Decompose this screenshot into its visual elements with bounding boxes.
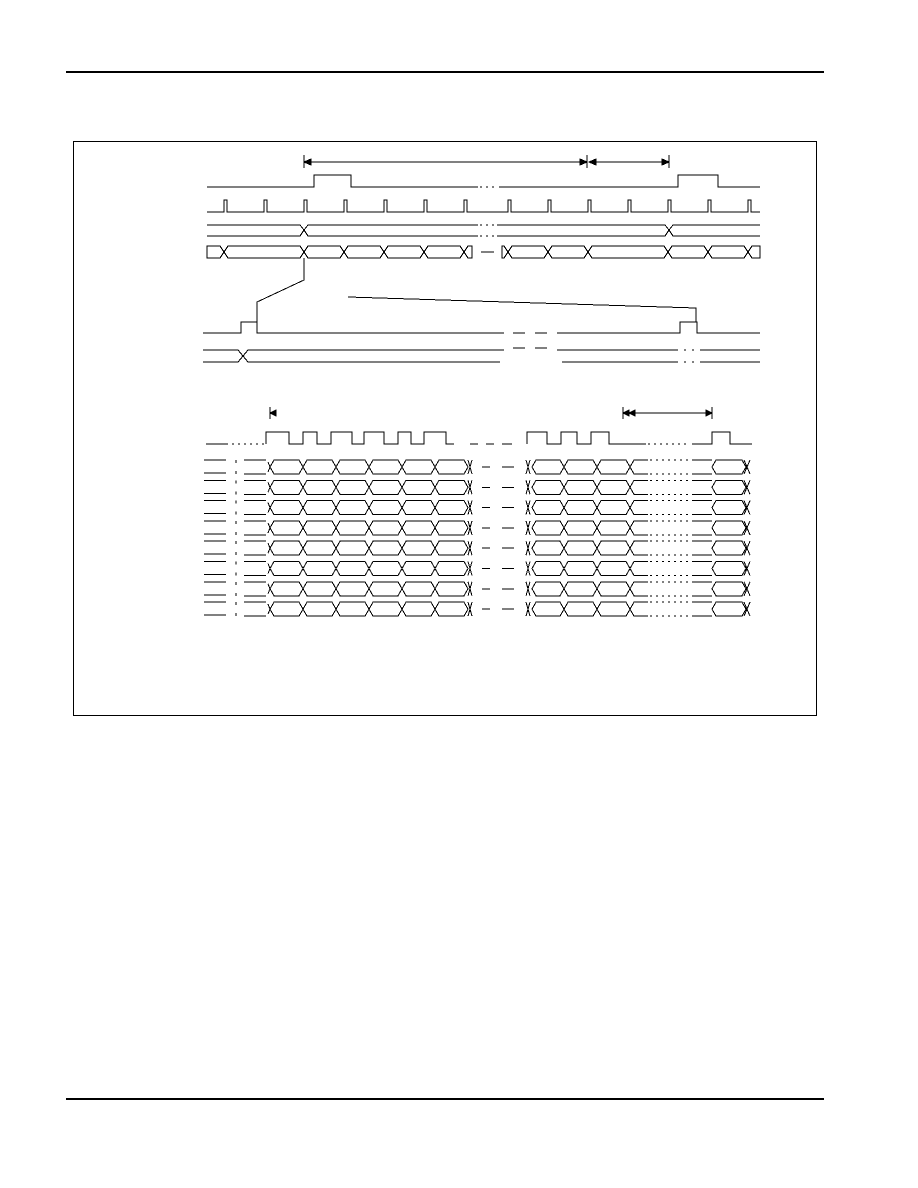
data-line-tail bbox=[630, 460, 648, 474]
data-line-cell bbox=[402, 480, 435, 494]
data-line-cell bbox=[303, 480, 336, 494]
data-line-cell bbox=[336, 541, 369, 555]
select-gap bbox=[480, 225, 496, 236]
data-line-cell bbox=[597, 521, 630, 535]
data-line-edge bbox=[268, 543, 270, 553]
data-line-cell bbox=[369, 460, 402, 474]
data-line-cross bbox=[744, 521, 750, 535]
data-line-gap bbox=[650, 562, 690, 576]
data-line-post bbox=[692, 521, 712, 535]
data-line-pre bbox=[244, 602, 266, 616]
data-line-cell bbox=[336, 521, 369, 535]
data-line-cell bbox=[564, 521, 597, 535]
select-signal bbox=[207, 225, 760, 236]
data-line-cross bbox=[744, 501, 750, 515]
data-line-cross bbox=[468, 480, 472, 494]
data-line-cross bbox=[468, 501, 472, 515]
data-line-cell bbox=[564, 562, 597, 576]
data-line-post bbox=[692, 460, 712, 474]
data-line-cell bbox=[303, 582, 336, 596]
data-line-cross bbox=[744, 541, 750, 555]
data-line-cell bbox=[402, 501, 435, 515]
data-bus-cell bbox=[224, 246, 304, 258]
data-line-lead bbox=[204, 501, 226, 514]
data-line-cross bbox=[526, 582, 530, 596]
data-line-cell bbox=[564, 541, 597, 555]
data-line-cell bbox=[532, 521, 564, 535]
data-line-post bbox=[692, 480, 712, 494]
data-line-cell bbox=[270, 501, 303, 515]
zoom-indicator-right bbox=[348, 297, 696, 322]
data-line-edge bbox=[268, 564, 270, 574]
data-line-cross bbox=[468, 602, 472, 616]
data-line-tail bbox=[630, 582, 648, 596]
data-line-cell bbox=[303, 541, 336, 555]
expanded-data-signal bbox=[203, 350, 760, 362]
data-line-cell bbox=[369, 602, 402, 616]
data-bus-cell bbox=[708, 246, 748, 258]
data-line-cross bbox=[526, 460, 530, 474]
data-line-cell bbox=[402, 582, 435, 596]
data-lines bbox=[204, 460, 750, 616]
data-line-cell bbox=[564, 460, 597, 474]
data-line-cell bbox=[597, 460, 630, 474]
data-line-lead bbox=[204, 582, 226, 595]
data-line-cell bbox=[369, 480, 402, 494]
data-line-pre bbox=[244, 541, 266, 555]
data-line-cell bbox=[270, 460, 303, 474]
data-bus-cell bbox=[502, 246, 508, 258]
data-line-cross bbox=[744, 602, 750, 616]
data-line-cell bbox=[402, 521, 435, 535]
data-line-post bbox=[692, 541, 712, 555]
data-bus-cell bbox=[207, 246, 224, 258]
data-line-lead bbox=[204, 480, 226, 493]
data-line-5 bbox=[204, 562, 750, 576]
data-line-cell bbox=[369, 582, 402, 596]
data-line-cell bbox=[532, 480, 564, 494]
data-line-cell bbox=[270, 480, 303, 494]
data-line-cell bbox=[435, 541, 468, 555]
data-line-cell bbox=[402, 541, 435, 555]
data-line-gap bbox=[650, 602, 690, 616]
data-bus-cell bbox=[304, 246, 344, 258]
data-line-post bbox=[692, 501, 712, 515]
interval-arrow-3 bbox=[270, 407, 276, 419]
data-line-cell bbox=[303, 460, 336, 474]
data-line-tail bbox=[630, 562, 648, 576]
data-line-cell bbox=[712, 562, 746, 576]
data-line-cell bbox=[712, 501, 746, 515]
data-line-pre bbox=[244, 460, 266, 474]
data-line-edge bbox=[268, 462, 270, 472]
data-line-cell bbox=[597, 541, 630, 555]
data-line-cell bbox=[270, 602, 303, 616]
data-line-cross bbox=[526, 541, 530, 555]
data-line-cell bbox=[532, 460, 564, 474]
data-line-cell bbox=[532, 541, 564, 555]
data-line-cross bbox=[468, 541, 472, 555]
data-line-cell bbox=[435, 562, 468, 576]
data-line-cell bbox=[712, 541, 746, 555]
clock-signal bbox=[207, 200, 760, 212]
data-line-pre bbox=[244, 521, 266, 535]
data-line-cell bbox=[564, 602, 597, 616]
data-line-3 bbox=[204, 521, 750, 535]
data-line-cell bbox=[369, 562, 402, 576]
data-line-cross bbox=[468, 582, 472, 596]
data-bus-cell bbox=[464, 246, 472, 258]
data-line-cell bbox=[336, 460, 369, 474]
data-line-cell bbox=[435, 582, 468, 596]
clock-pulse-train bbox=[207, 200, 760, 212]
data-line-edge bbox=[268, 482, 270, 492]
data-line-pre bbox=[244, 501, 266, 515]
data-line-gap bbox=[650, 582, 690, 596]
footer-rule bbox=[66, 1098, 824, 1100]
data-line-cell bbox=[303, 501, 336, 515]
data-line-tail bbox=[630, 602, 648, 616]
data-line-cell bbox=[270, 582, 303, 596]
data-line-cell bbox=[303, 562, 336, 576]
data-line-cell bbox=[532, 582, 564, 596]
data-line-edge bbox=[268, 503, 270, 513]
interval-arrow-4 bbox=[623, 407, 712, 419]
data-line-cell bbox=[270, 562, 303, 576]
data-line-cross bbox=[744, 480, 750, 494]
interval-arrow-1 bbox=[304, 155, 587, 168]
data-line-cross bbox=[468, 521, 472, 535]
data-line-cell bbox=[369, 541, 402, 555]
data-line-cell bbox=[435, 480, 468, 494]
data-line-lead bbox=[204, 460, 226, 473]
data-line-cross bbox=[744, 582, 750, 596]
data-line-lead bbox=[204, 562, 226, 575]
data-bus-cell bbox=[424, 246, 464, 258]
data-line-edge bbox=[268, 604, 270, 614]
bit-clock-signal bbox=[206, 432, 752, 444]
data-line-pre bbox=[244, 582, 266, 596]
data-line-cell bbox=[712, 602, 746, 616]
data-line-cell bbox=[532, 501, 564, 515]
data-line-cell bbox=[369, 521, 402, 535]
data-line-cell bbox=[270, 541, 303, 555]
data-line-tail bbox=[630, 541, 648, 555]
data-line-cross bbox=[526, 521, 530, 535]
data-line-cell bbox=[435, 602, 468, 616]
data-line-cross bbox=[526, 501, 530, 515]
data-line-gap bbox=[650, 521, 690, 535]
data-line-7 bbox=[204, 602, 750, 616]
data-line-cell bbox=[270, 521, 303, 535]
data-line-cell bbox=[336, 602, 369, 616]
data-line-cell bbox=[402, 562, 435, 576]
data-line-0 bbox=[204, 460, 750, 474]
data-line-cell bbox=[435, 521, 468, 535]
data-line-cell bbox=[303, 602, 336, 616]
data-line-tail bbox=[630, 501, 648, 515]
data-line-gap bbox=[650, 541, 690, 555]
zoom-indicator-left bbox=[257, 258, 304, 322]
data-line-lead bbox=[204, 541, 226, 554]
data-bus-cell bbox=[548, 246, 588, 258]
data-line-cell bbox=[564, 501, 597, 515]
data-line-6 bbox=[204, 582, 750, 596]
expanded-sync-signal bbox=[203, 322, 760, 333]
data-line-cell bbox=[712, 480, 746, 494]
data-line-lead bbox=[204, 602, 226, 615]
data-line-edge bbox=[268, 584, 270, 594]
data-line-1 bbox=[204, 480, 750, 494]
data-line-cell bbox=[712, 460, 746, 474]
data-line-cross bbox=[744, 562, 750, 576]
data-line-cell bbox=[597, 480, 630, 494]
frame-sync-signal bbox=[207, 175, 760, 187]
data-line-cell bbox=[336, 501, 369, 515]
data-line-cell bbox=[336, 562, 369, 576]
data-line-cell bbox=[435, 460, 468, 474]
data-line-cross bbox=[468, 562, 472, 576]
data-line-cell bbox=[402, 460, 435, 474]
data-line-4 bbox=[204, 541, 750, 555]
data-line-cell bbox=[402, 602, 435, 616]
data-bus-cell bbox=[344, 246, 384, 258]
data-line-cross bbox=[468, 460, 472, 474]
data-line-pre bbox=[244, 562, 266, 576]
data-line-cross bbox=[526, 602, 530, 616]
data-line-pre bbox=[244, 480, 266, 494]
data-line-post bbox=[692, 582, 712, 596]
data-bus-cell bbox=[508, 246, 548, 258]
data-line-cell bbox=[336, 480, 369, 494]
data-line-2 bbox=[204, 501, 750, 515]
data-line-post bbox=[692, 562, 712, 576]
data-line-cell bbox=[369, 501, 402, 515]
data-line-cross bbox=[744, 460, 750, 474]
data-line-tail bbox=[630, 521, 648, 535]
data-line-cell bbox=[597, 562, 630, 576]
data-line-cell bbox=[597, 602, 630, 616]
data-line-edge bbox=[268, 523, 270, 533]
data-line-cell bbox=[712, 521, 746, 535]
data-bus-cell bbox=[588, 246, 668, 258]
data-line-gap bbox=[650, 501, 690, 515]
data-line-cell bbox=[564, 480, 597, 494]
data-line-cell bbox=[336, 582, 369, 596]
interval-arrow-2 bbox=[589, 155, 669, 168]
data-line-cross bbox=[526, 562, 530, 576]
data-line-lead bbox=[204, 521, 226, 534]
data-line-tail bbox=[630, 480, 648, 494]
data-line-cell bbox=[712, 582, 746, 596]
data-line-cell bbox=[435, 501, 468, 515]
data-bus-cell bbox=[384, 246, 424, 258]
data-line-gap bbox=[650, 460, 690, 474]
data-bus-cell bbox=[748, 246, 760, 258]
data-line-cell bbox=[303, 521, 336, 535]
data-line-cross bbox=[526, 480, 530, 494]
data-line-post bbox=[692, 602, 712, 616]
data-line-cell bbox=[564, 582, 597, 596]
data-bus-cell bbox=[668, 246, 708, 258]
data-line-gap bbox=[650, 480, 690, 494]
data-line-cell bbox=[532, 562, 564, 576]
data-line-cell bbox=[597, 501, 630, 515]
data-line-cell bbox=[532, 602, 564, 616]
data-line-cell bbox=[597, 582, 630, 596]
